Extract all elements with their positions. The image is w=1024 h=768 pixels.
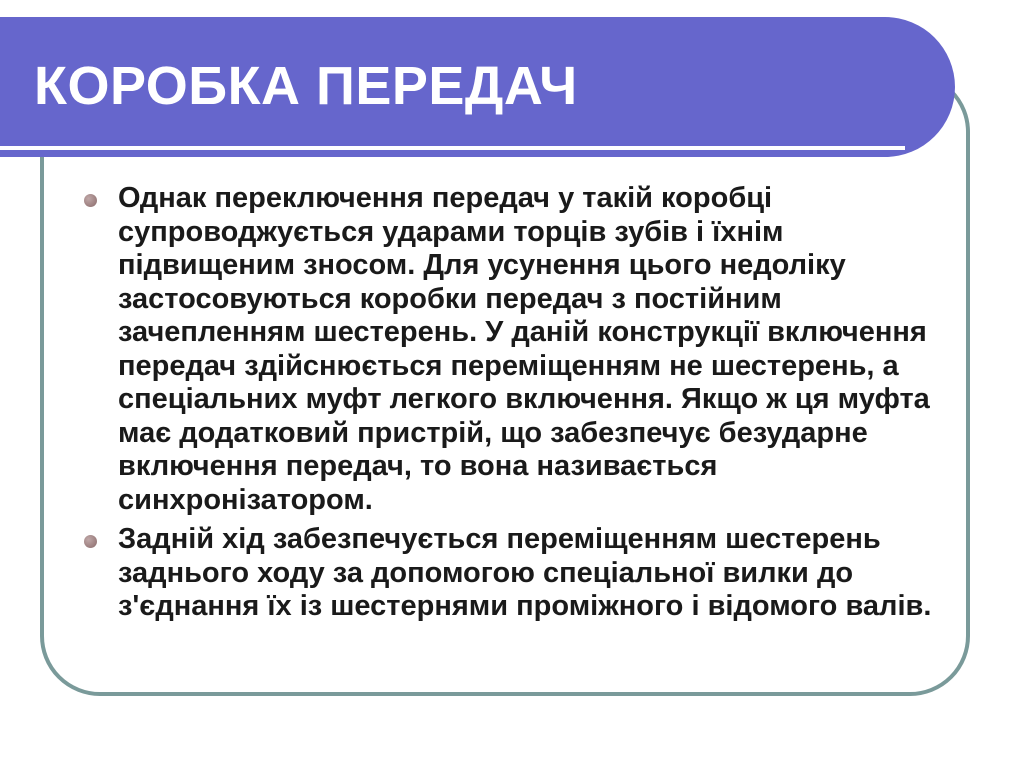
bullet-dot-icon (84, 194, 97, 207)
title-underline (0, 146, 905, 150)
slide-title: КОРОБКА ПЕРЕДАЧ (34, 56, 578, 116)
bullet-text: Однак переключення передач у такій коробці супроводжується ударами торців зубів і їхнім підвищеним зносом. Для усунення цього недоліку застосовуються коробки передач з постійним зачепленням шестерень. У даній конструкції включення передач здійснюється переміщенням не шестерень, а спеціальних муфт легкого включення. Якщо ж ця муфта має додатковий пристрій, що забезпечує безударне включення передач, то вона називається синхронізатором. (118, 182, 930, 516)
bullet-list (80, 182, 960, 630)
bullet-text: Задній хід забезпечується переміщенням шестерень заднього ходу за допомогою спеціальної вилки до з'єднання їх із шестернями проміжного і відомого валів. (118, 523, 932, 622)
bullet-item (80, 523, 960, 624)
bullet-dot-icon (84, 535, 97, 548)
title-band (0, 17, 955, 157)
bullet-item (80, 182, 960, 517)
